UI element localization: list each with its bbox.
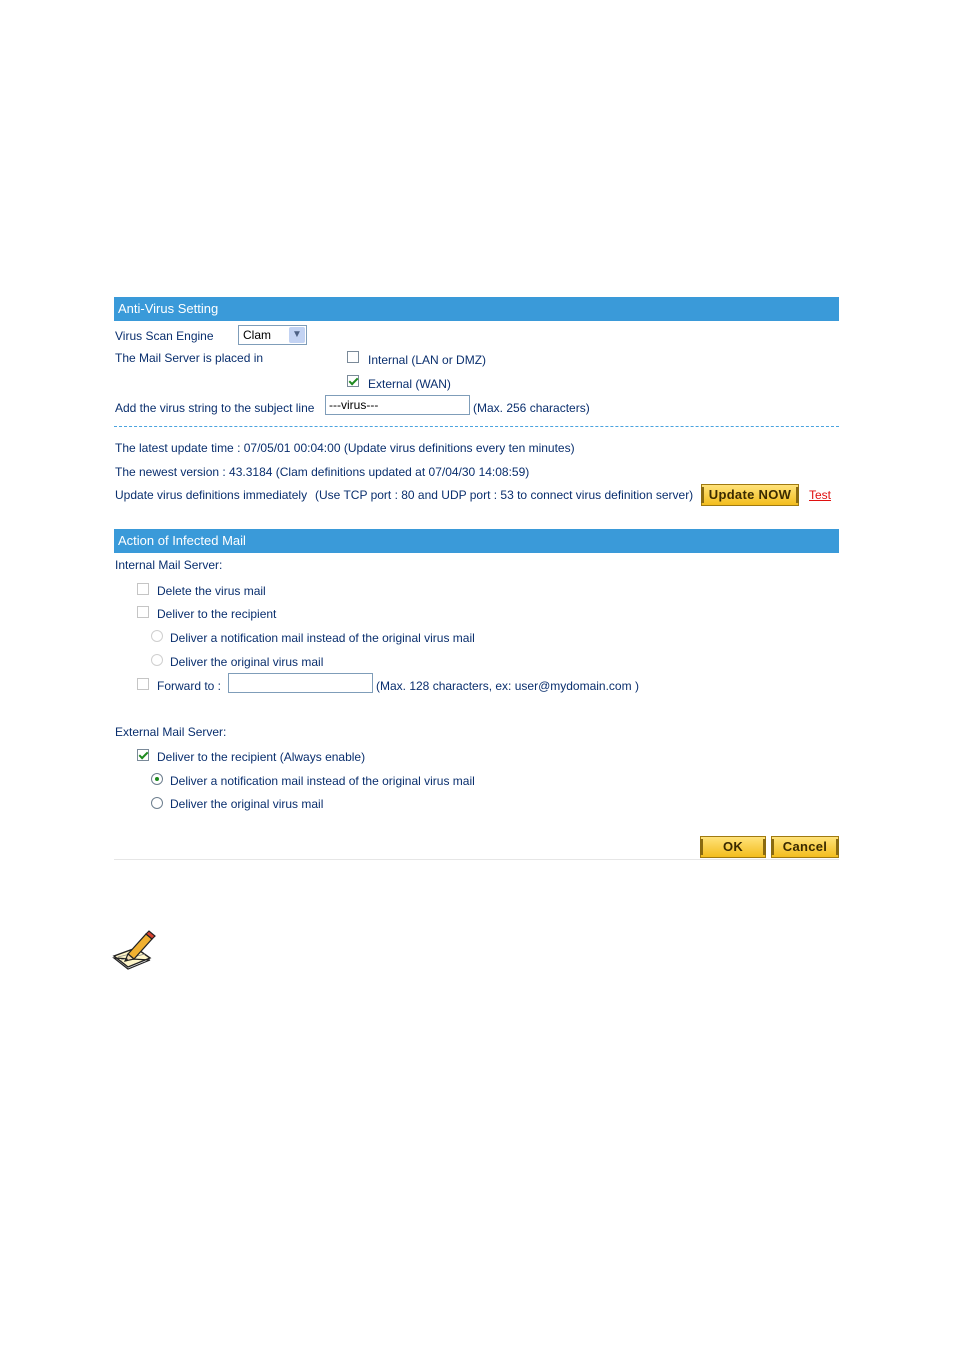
scan-engine-select[interactable] xyxy=(238,325,307,345)
internal-notify-radio[interactable] xyxy=(151,630,163,642)
external-deliver-label: Deliver to the recipient (Always enable) xyxy=(157,750,366,764)
update-port-note: (Use TCP port : 80 and UDP port : 53 to connect virus definition server) xyxy=(315,488,694,502)
latest-update-time: The latest update time : 07/05/01 00:04:00 (Update virus definitions every ten minutes) xyxy=(115,441,575,455)
cancel-button[interactable]: Cancel xyxy=(771,836,839,858)
newest-version: The newest version : 43.3184 (Clam definitions updated at 07/04/30 14:08:59) xyxy=(115,465,530,479)
internal-lan-checkbox[interactable] xyxy=(347,351,359,363)
external-deliver-checkbox[interactable] xyxy=(137,749,149,761)
forward-email-hint: (Max. 128 characters, ex: user@mydomain.com ) xyxy=(376,679,639,693)
subject-string-hint: (Max. 256 characters) xyxy=(473,401,590,415)
scan-engine-value: Clam xyxy=(243,328,272,342)
test-link[interactable]: Test xyxy=(809,488,832,502)
antivirus-section-header: Anti-Virus Setting xyxy=(114,297,839,321)
scan-engine-label: Virus Scan Engine xyxy=(115,329,214,343)
external-original-label: Deliver the original virus mail xyxy=(170,797,324,811)
infected-mail-section-header: Action of Infected Mail xyxy=(114,529,839,553)
external-notify-label: Deliver a notification mail instead of the original virus mail xyxy=(170,774,475,788)
internal-delete-checkbox[interactable] xyxy=(137,583,149,595)
internal-deliver-checkbox[interactable] xyxy=(137,606,149,618)
mail-server-placement-label: The Mail Server is placed in xyxy=(115,351,264,365)
note-pencil-icon xyxy=(112,930,156,970)
external-wan-checkbox[interactable] xyxy=(347,375,359,387)
internal-mail-server-title: Internal Mail Server: xyxy=(115,558,223,572)
footer-divider xyxy=(114,859,839,860)
forward-email-input[interactable] xyxy=(228,673,373,693)
internal-forward-checkbox[interactable] xyxy=(137,678,149,690)
internal-lan-label: Internal (LAN or DMZ) xyxy=(368,353,487,367)
update-now-label: Update virus definitions immediately xyxy=(115,488,308,502)
external-mail-server-title: External Mail Server: xyxy=(115,725,227,739)
section-divider xyxy=(114,426,839,427)
subject-string-input[interactable] xyxy=(325,395,470,415)
ok-button[interactable]: OK xyxy=(700,836,766,858)
external-original-radio[interactable] xyxy=(151,797,163,809)
subject-string-label: Add the virus string to the subject line xyxy=(115,401,315,415)
internal-original-label: Deliver the original virus mail xyxy=(170,655,324,669)
internal-delete-label: Delete the virus mail xyxy=(157,584,266,598)
chevron-down-icon: ▼ xyxy=(289,327,305,343)
internal-notify-label: Deliver a notification mail instead of the original virus mail xyxy=(170,631,475,645)
internal-deliver-label: Deliver to the recipient xyxy=(157,607,277,621)
external-wan-label: External (WAN) xyxy=(368,377,451,391)
update-now-button[interactable]: Update NOW xyxy=(701,484,799,506)
external-notify-radio[interactable] xyxy=(151,773,163,785)
internal-forward-label: Forward to : xyxy=(157,679,222,693)
internal-original-radio[interactable] xyxy=(151,654,163,666)
